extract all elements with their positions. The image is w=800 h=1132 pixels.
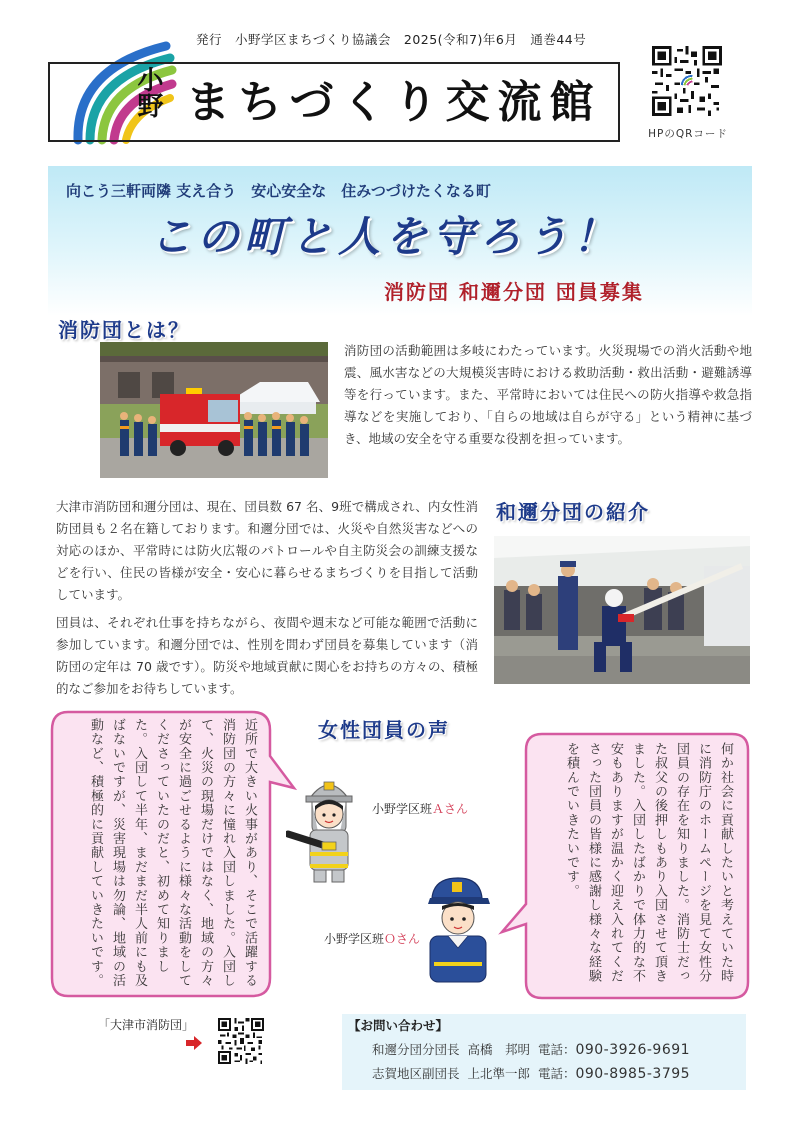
voice-o-text: 何か社会に貢献したいと考えていた時に消防庁のホームページを見て女性分団員の存在を知りました。消防士だった叔父の後押しもあり入団させて頂きました。入団したばかりで体力的な不安もありますが温かく迎え入れてくださった団員の皆様に感謝し様々な経験を積んでいきたいです。: [564, 742, 733, 984]
contact-title: 【お問い合わせ】: [348, 1018, 449, 1033]
contact-tel-label: 電話：: [537, 1066, 576, 1081]
contact-role: 和邇分団分団長: [372, 1042, 460, 1057]
firefighter-a-illustration: [286, 770, 372, 884]
speaker-a-district: 小野学区班: [372, 802, 433, 816]
what-is-shobodan-text: 消防団の活動範囲は多岐にわたっています。火災現場での消火活動や地震、風水害などの大規模災害時における救助活動・救出活動・避難誘導等を行っています。また、平常時においては住民への防火指導や救急指導などを実施しており、「自らの地域は自らが守る」という精神に基づき、地域の安全を守る重要な役割を担っています。: [344, 343, 752, 446]
branch-description-text: 大津市消防団和邇分団は、現在、団員数 67 名、9班で構成され、内女性消防団員も２名在籍しております。和邇分団では、火災や自然災害などへの対応のほか、平常時には防火広報のパトロールや自主防災会の訓練支援などを行い、住民の皆様が安全・安心に暮らせるまちづくりを目指して活動しています。: [56, 499, 478, 602]
section-heading-branch-intro: 和邇分団の紹介: [496, 500, 650, 524]
newsletter-title: まちづくり交流館: [186, 77, 602, 128]
speaker-o-name: Ｏさん: [384, 932, 421, 946]
contact-role: 志賀地区副団長: [372, 1066, 460, 1081]
voice-a-text: 近所で大きい火事があり、そこで活躍する消防団の方々に憧れ入団しました。入団して、火災の現場だけではなく、地域の方々が安全に過ごせるように様々な活動をしてくださっていたのだと、初めて知りました。入団して半年、まだまだ半人前にも及ばないですが、災害現場は勿論、地域の活動など、積極的に貢献していきたいです。: [88, 718, 257, 988]
contact-line-branch-chief: [372, 1040, 690, 1058]
hp-qr-code[interactable]: [652, 46, 722, 116]
speaker-a-name: Ａさん: [432, 802, 469, 816]
ono-mark-text: 小野: [133, 66, 163, 118]
contact-phone-number[interactable]: 090-8985-3795: [575, 1066, 691, 1082]
speaker-o-district: 小野学区班: [324, 932, 385, 946]
ono-mark: [124, 66, 172, 124]
fire-brigade-drill-photo: [100, 342, 328, 478]
speaker-o-label: [324, 930, 420, 947]
speaker-a-label: [372, 800, 468, 817]
contact-name: 高橋 邦明: [467, 1042, 530, 1057]
qr-code-label: HPのQRコード: [648, 128, 728, 140]
contact-name: 上北準一郎: [467, 1066, 530, 1081]
section-heading-female-voices: 女性団員の声: [318, 718, 450, 742]
publisher-line: 発行 小野学区まちづくり協議会 2025(令和7)年6月 通巻44号: [196, 32, 587, 47]
banner-slogan: 向こう三軒両隣 支え合う 安心安全な 住みつづけたくなる町: [66, 182, 491, 200]
banner-headline: この町と人を守ろう！: [150, 212, 621, 261]
section-heading-what: 消防団とは？: [58, 318, 190, 342]
contact-tel-label: 電話：: [537, 1042, 576, 1057]
member-recruitment-text: 団員は、それぞれ仕事を持ちながら、夜間や週末など可能な範囲で活動に参加しています。和邇分団では、性別を問わず団員を募集しています（消防団の定年は 70 歳です）。防災や地域貢献に関心をお持ちの方々の、積極的なご参加をお待ちしています。: [56, 615, 478, 696]
recruitment-title: 消防団 和邇分団 団員募集: [384, 280, 644, 304]
contact-line-vice-chief: [372, 1064, 690, 1082]
firefighter-hose-photo: [494, 536, 750, 684]
arrow-right-icon: [186, 1036, 202, 1050]
otsu-fire-brigade-qr-code[interactable]: [218, 1018, 264, 1064]
contact-phone-number[interactable]: 090-3926-9691: [575, 1042, 691, 1058]
otsu-fire-brigade-label: 「大津市消防団」: [98, 1018, 195, 1032]
firefighter-o-illustration: [418, 872, 496, 984]
